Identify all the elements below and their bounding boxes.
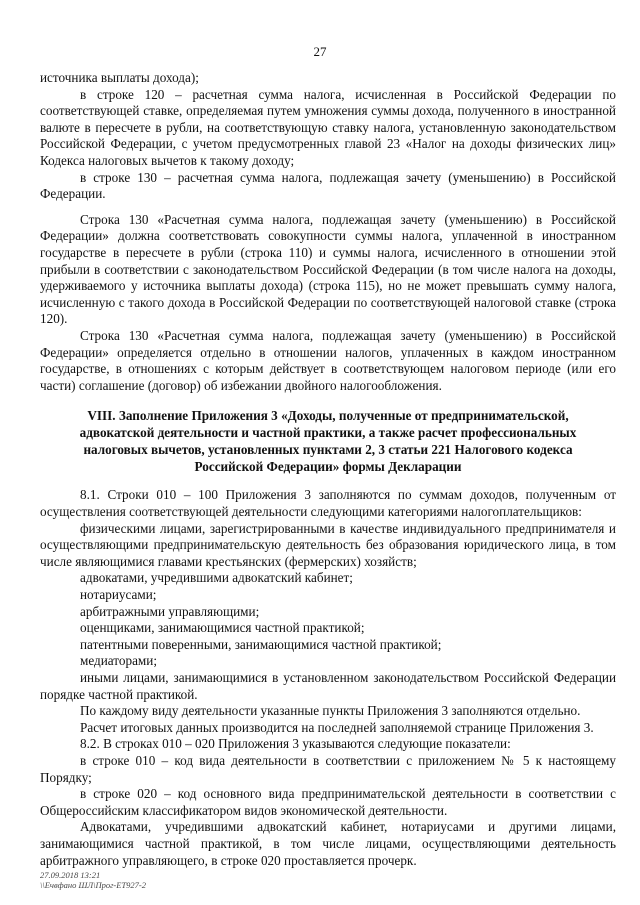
paragraph: По каждому виду деятельности указанные пункты Приложения 3 заполняются отдельно. xyxy=(80,703,581,719)
paragraph: Строка 130 «Расчетная сумма налога, подлежащая зачету (уменьшению) в Российской Федерации» должна соответствовать совокупности суммы налога, уплаченной в иностранном государстве в пересчете в рубли (строка 110) и суммы налога, исчисленного в отношении этой прибыли в соответствии с законодательством Российской Федерации (в том числе налога на доходы, удерживаемого у источника выплаты дохода) (строка 115), но не может превышать сумму налога, исчисленную с такого дохода в Российской Федерации по соответствующей налоговой ставке (строка 120). xyxy=(40,211,616,327)
paragraph: Расчет итоговых данных производится на последней заполняемой странице Приложения 3. xyxy=(80,719,594,735)
footer-stamp xyxy=(40,870,146,890)
paragraph: в строке 120 – расчетная сумма налога, исчисленная в Российской Федерации по соответствующей ставке, определяемая путем умножения суммы дохода, полученного в иностранной валюте в пересчете в рубли, на соответствующую ставку налога, установленную законодательством Российской Федерации, с учетом предусмотренных главой 23 «Налог на доходы физических лиц» Кодекса налоговых вычетов к такому доходу; xyxy=(40,86,616,168)
paragraph: 8.1. Строки 010 – 100 Приложения 3 заполняются по суммам доходов, полученным от осуществления соответствующей деятельности следующими категориями налогоплательщиков: xyxy=(40,487,616,520)
list-item: патентными поверенными, занимающимися частной практикой; xyxy=(80,636,442,652)
list-item: в строке 010 – код вида деятельности в соответствии с приложением № 5 к настоящему Порядку; xyxy=(40,752,616,785)
section-heading: VIII. Заполнение Приложения 3 «Доходы, полученные от предпринимательской, адвокатской деятельности и частной практики, а также расчет профессиональных налоговых вычетов, установленных пунктами 2, 3 статьи 221 Налогового кодекса Российской Федерации» формы Декларации xyxy=(79,408,577,474)
footer-path: \\Ечвфано ШЛ\Прог-ЕТ927-2 xyxy=(40,880,146,890)
paragraph: 8.2. В строках 010 – 020 Приложения 3 указываются следующие показатели: xyxy=(80,736,511,752)
footer-date: 27.09.2018 13:21 xyxy=(40,870,101,880)
paragraph: Строка 130 «Расчетная сумма налога, подлежащая зачету (уменьшению) в Российской Федерации» определяется отдельно в отношении налогов, уплаченных в каждом иностранном государстве, в отношениях с которым действует в соответствующем налоговом периоде (или его части) соглашение (договор) об избежании двойного налогообложения. xyxy=(40,327,616,393)
list-item: адвокатами, учредившими адвокатский кабинет; xyxy=(80,570,353,586)
list-item: оценщиками, занимающимися частной практикой; xyxy=(80,620,365,636)
list-item: арбитражными управляющими; xyxy=(80,603,260,619)
list-item: иными лицами, занимающимися в установленном законодательством Российской Федерации порядке частной практикой. xyxy=(40,670,616,702)
paragraph: Адвокатами, учредившими адвокатский кабинет, нотариусами и другими лицами, занимающимися частной практикой, в том числе лицами, осуществляющими деятельность арбитражного управляющего, в строке 020 проставляется прочерк. xyxy=(40,819,616,868)
list-item: нотариусами; xyxy=(80,587,157,603)
list-item: физическими лицами, зарегистрированными в качестве индивидуального предпринимателя и осуществляющими предпринимательскую деятельность без образования юридического лица, в том числе являющимися главами крестьянских (фермерских) хозяйств; xyxy=(40,520,616,569)
paragraph: в строке 130 – расчетная сумма налога, подлежащая зачету (уменьшению) в Российской Федерации. xyxy=(40,169,616,202)
page-number: 27 xyxy=(313,44,327,59)
list-item: медиаторами; xyxy=(80,653,157,669)
document-body xyxy=(40,70,616,869)
paragraph: источника выплаты дохода); xyxy=(40,70,199,85)
list-item: в строке 020 – код основного вида предпринимательской деятельности в соответствии с Общероссийским классификатором видов экономической деятельности. xyxy=(40,786,616,818)
